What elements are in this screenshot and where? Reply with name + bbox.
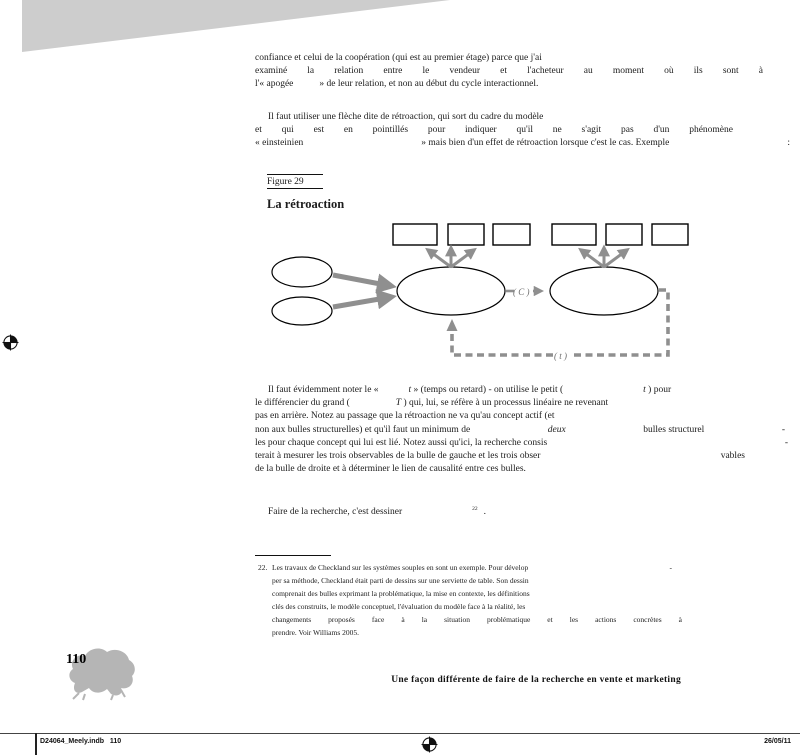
feedback-arrowhead xyxy=(447,319,458,331)
text-column xyxy=(255,0,798,755)
text-line: prendre. Voir Williams 2005. xyxy=(272,628,359,637)
text-line: Il faut évidemment noter le « t » (temps ou retard) - on utilise le petit ( t ) pour xyxy=(268,385,672,395)
page-number: 110 xyxy=(66,652,87,667)
paragraph xyxy=(255,506,798,519)
text-line: le différencier du grand ( T ) qui, lui, se réfère à un processus linéaire ne revenant xyxy=(255,398,609,409)
text-line: Il faut utiliser une flèche dite de rétroaction, qui sort du cadre du modèle xyxy=(268,112,544,122)
text-line: pas en arrière. Notez au passage que la rétroaction ne va qu'au concept actif (et xyxy=(255,411,555,422)
text-line: changements proposés face à la situation problématique et les actions concrètes à xyxy=(272,615,682,624)
structural-bubbles xyxy=(272,257,332,325)
text-line: Les travaux de Checkland sur les systèmes souples en sont un exemple. Pour dévelop - xyxy=(272,563,672,572)
paragraph xyxy=(255,111,798,151)
text-line: Faire de la recherche, c'est dessiner $^{22}$ . xyxy=(268,506,486,517)
registration-mark-left xyxy=(2,334,19,351)
text-line: comprenait des bulles exprimant la problématique, la mise en contexte, les définitions xyxy=(272,589,530,598)
paragraph xyxy=(255,52,798,92)
footnote-text xyxy=(272,561,798,639)
text-line: clés des construits, le modèle conceptuel, l'évaluation du modèle face à la réalité, les xyxy=(272,602,526,611)
observable-boxes xyxy=(393,224,688,245)
text-line: non aux bulles structurelles) et qu'il faut un minimum de deux bulles structurel - xyxy=(255,424,785,435)
print-bar-rule xyxy=(0,733,800,734)
text-line: terait à mesurer les trois observables de la bulle de gauche et les trois obser vables xyxy=(255,450,745,461)
text-line: l'« apogée » de leur relation, et non au début du cycle interactionnel. xyxy=(255,79,539,90)
running-footer: Une façon différente de faire de la recherche en vente et marketing xyxy=(391,675,681,685)
time-delay-label: ( t ) xyxy=(554,351,567,361)
causality-link xyxy=(506,287,541,297)
text-line: les pour chaque concept qui lui est lié. Notez aussi qu'ici, la recherche consis - xyxy=(255,437,788,448)
paragraph xyxy=(255,384,798,476)
text-line: per sa méthode, Checkland était parti de dessins sur une serviette de table. Son dessin xyxy=(272,576,529,585)
figure-label-text: Figure 29 xyxy=(267,176,304,187)
crop-tick xyxy=(35,733,37,755)
text-line: confiance et celui de la coopération (qui est au premier étage) parce que j'ai xyxy=(255,53,542,63)
footnote-separator xyxy=(255,555,331,556)
text-line: de la bulle de droite et à déterminer le lien de causalité entre ces bulles. xyxy=(255,464,526,475)
print-date: 26/05/11 xyxy=(764,738,791,745)
causality-label: ( C ) xyxy=(513,287,530,297)
text-line: et qui est en pointillés pour indiquer qu'il ne s'agit pas d'un phénomène xyxy=(255,125,733,136)
footnote xyxy=(255,561,798,639)
text-line: examiné la relation entre le vendeur et l'acheteur au moment où ils sont à xyxy=(255,66,763,77)
figure-title: La rétroaction xyxy=(267,197,345,211)
footnote-number: 22. xyxy=(258,563,268,572)
text-line: « einsteinien » mais bien d'un effet de rétroaction lorsque c'est le cas. Exemple : xyxy=(255,138,790,149)
observable-fan-arrows xyxy=(428,248,627,267)
feedback-diagram xyxy=(270,220,700,370)
figure-label xyxy=(267,174,323,189)
registration-mark-bottom xyxy=(421,736,438,753)
structural-arrows xyxy=(333,275,391,307)
document-filename: D24064_Meely.indb 110 xyxy=(40,738,122,745)
